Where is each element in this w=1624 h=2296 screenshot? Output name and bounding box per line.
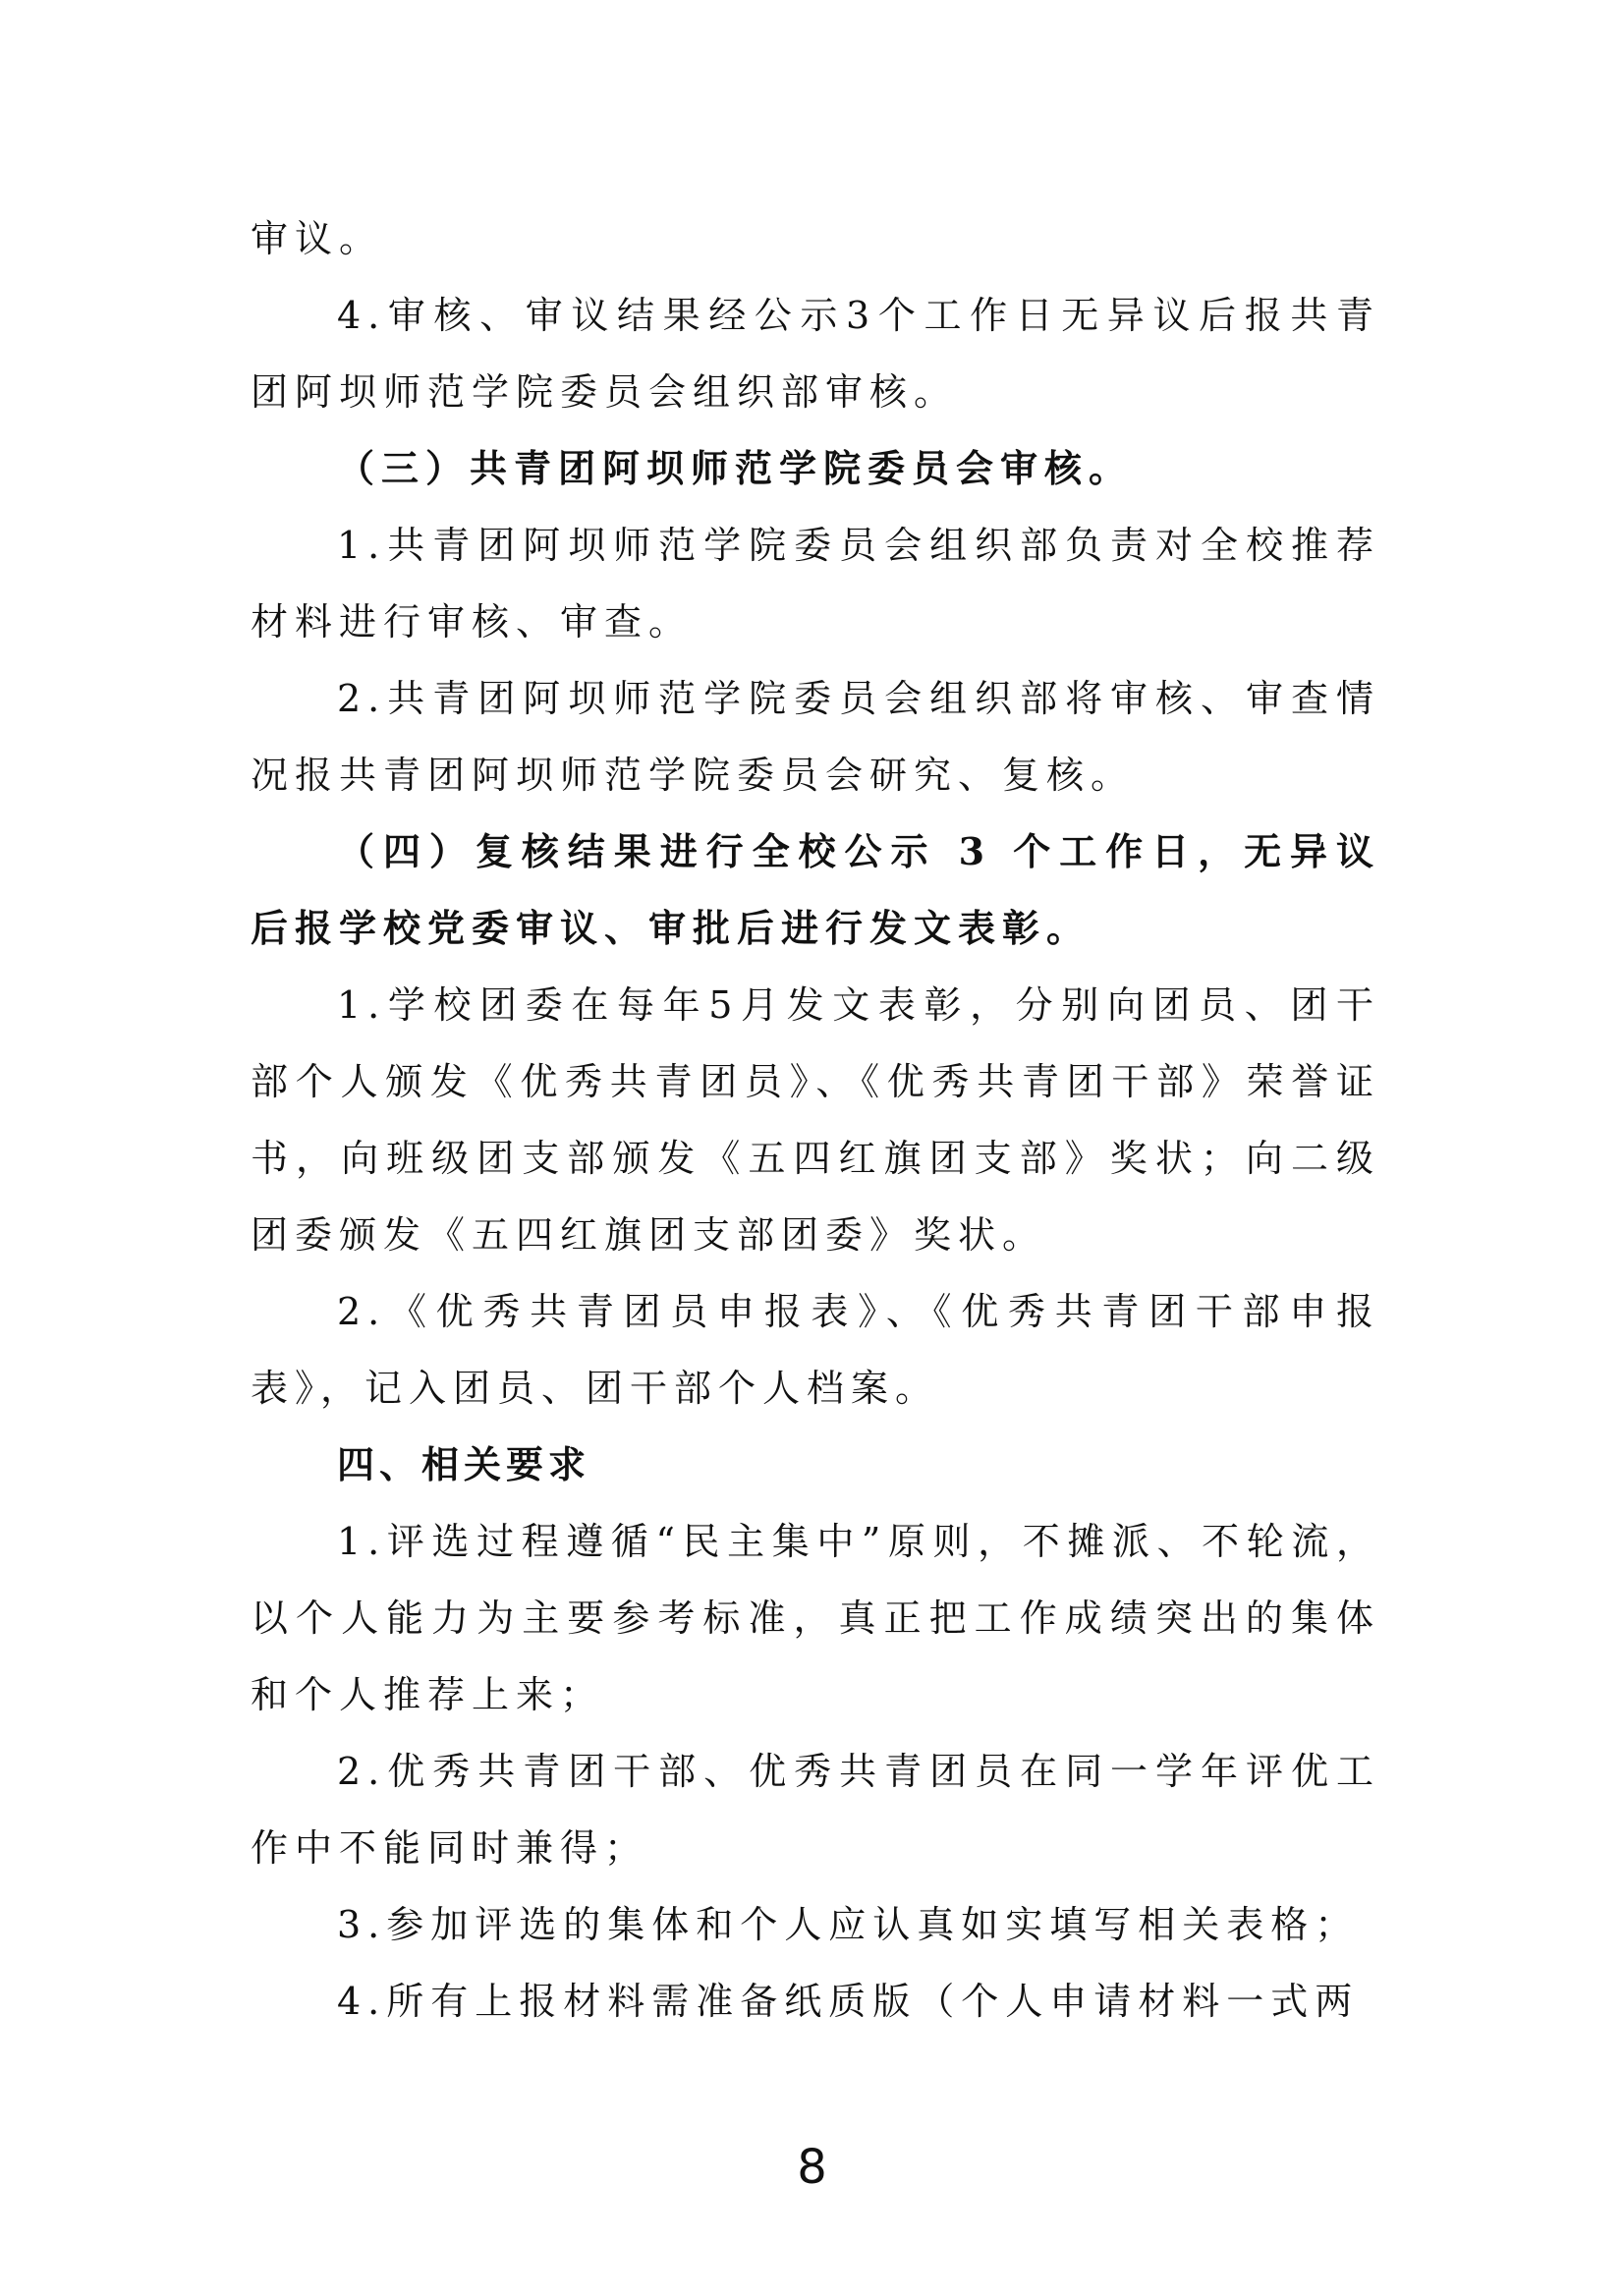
requirement-item-1: 1.评选过程遵循“民主集中”原则，不摊派、不轮流，以个人能力为主要参考标准，真正把工作成绩突出的集体和个人推荐上来； xyxy=(251,1520,1380,1716)
subheading-three: （三）共青团阿坝师范学院委员会审核。 xyxy=(337,446,1134,490)
paragraph-item-1-commendation: 1.学校团委在每年5月发文表彰，分别向团员、团干部个人颁发《优秀共青团员》、《优秀共青团干部》荣誉证书，向班级团支部颁发《五四红旗团支部》奖状；向二级团委颁发《五四红旗团支部团委》奖状。 xyxy=(251,983,1380,1257)
paragraph-item-2-archive: 2.《优秀共青团员申报表》、《优秀共青团干部申报表》，记入团员、团干部个人档案。 xyxy=(251,1290,1380,1410)
paragraph-item-4: 4.审核、审议结果经公示3个工作日无异议后报共青团阿坝师范学院委员会组织部审核。 xyxy=(251,294,1380,414)
requirement-item-3: 3.参加评选的集体和个人应认真如实填写相关表格； xyxy=(337,1903,1360,1946)
body-text xyxy=(251,200,1380,2040)
paragraph-continuation: 审议。 xyxy=(251,217,384,260)
paragraph-item-1-review: 1.共青团阿坝师范学院委员会组织部负责对全校推荐材料进行审核、审查。 xyxy=(251,524,1380,644)
requirement-item-2: 2.优秀共青团干部、优秀共青团员在同一学年评优工作中不能同时兼得； xyxy=(251,1750,1380,1870)
requirement-item-4: 4.所有上报材料需准备纸质版（个人申请材料一式两 xyxy=(337,1980,1360,2023)
page-number: 8 xyxy=(797,2140,827,2195)
paragraph-item-2-review: 2.共青团阿坝师范学院委员会组织部将审核、审查情况报共青团阿坝师范学院委员会研究、复核。 xyxy=(251,677,1380,797)
subheading-four: （四）复核结果进行全校公示 3 个工作日，无异议后报学校党委审议、审批后进行发文表彰。 xyxy=(251,829,1380,950)
section-heading-requirements: 四、相关要求 xyxy=(337,1443,591,1486)
